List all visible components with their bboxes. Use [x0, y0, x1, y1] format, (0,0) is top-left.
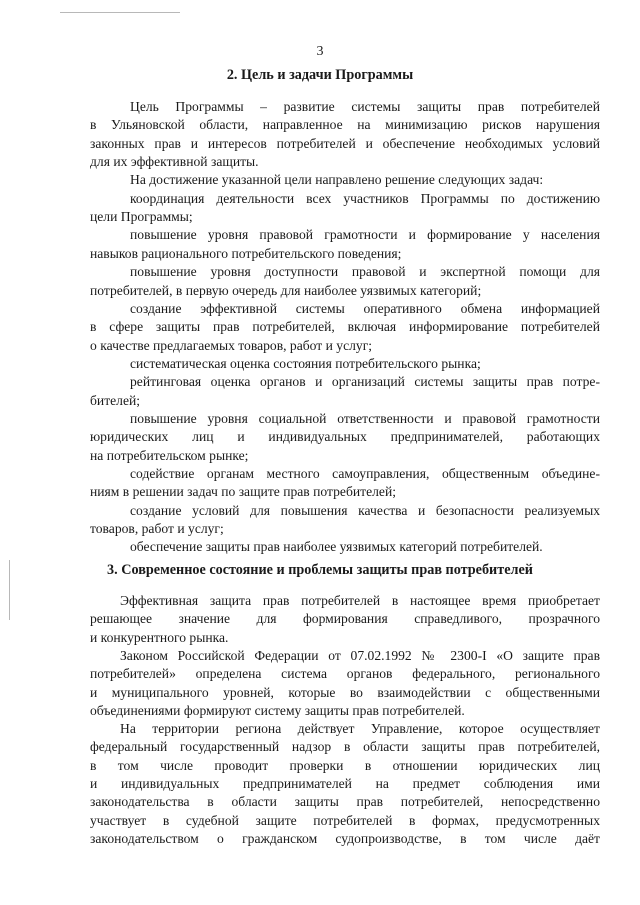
page-number: 3 — [316, 44, 324, 59]
section-2-heading: 2. Цель и задачи Программы — [226, 67, 414, 83]
text-line: повышение уровня правовой грамотности и формирование у населения — [130, 227, 600, 243]
text-line: и конкурентного рынка. — [90, 629, 229, 645]
text-line: и индивидуальных предпринимателей на предмет соблюдения ими — [90, 776, 600, 791]
text-line: участвует в судебной защите потребителей в формах, предусмотренных — [90, 812, 600, 828]
text-line: Эффективная защита прав потребителей в настоящее время приобретает — [120, 593, 600, 608]
text-line: рейтинговая оценка органов и организаций системы защиты прав потре- — [130, 374, 600, 390]
text-line: бителей; — [90, 392, 141, 408]
text-line: обеспечение защиты прав наиболее уязвимых категорий потребителей. — [130, 539, 543, 555]
text-line: систематическая оценка состояния потребительского рынка; — [130, 355, 481, 371]
text-line: о качестве предлагаемых товаров, работ и услуг; — [90, 337, 373, 353]
text-line: законодательства в области защиты прав потребителей, непосредственно — [90, 794, 600, 810]
scan-artifact — [60, 12, 180, 13]
text-line: для их эффективной защиты. — [90, 154, 259, 170]
section-3-heading: 3. Современное состояние и проблемы защиты прав потребителей — [107, 562, 533, 578]
text-line: создание условий для повышения качества и безопасности реализуемых — [130, 502, 600, 518]
text-line: На территории региона действует Управление, которое осуществляет — [120, 721, 600, 737]
text-line: навыков рационального потребительского поведения; — [90, 245, 402, 261]
text-line: в том числе проводит проверки в отношении юридических лиц — [90, 757, 600, 773]
text-line: Цель Программы – развитие системы защиты прав потребителей — [130, 99, 600, 114]
text-line: на потребительском рынке; — [90, 447, 249, 463]
text-line: потребителей, в первую очередь для наиболее уязвимых категорий; — [90, 282, 482, 298]
text-line: создание эффективной системы оперативного обмена информацией — [130, 300, 600, 316]
text-line: федеральный государственный надзор в области защиты прав потребителей, — [90, 739, 600, 755]
text-line: потребителей» определена система органов федерального, регионального — [90, 666, 600, 682]
text-line: решающее значение для формирования справедливого, прозрачного — [90, 611, 600, 627]
text-line: в Ульяновской области, направленное на минимизацию рисков нарушения — [90, 117, 600, 133]
text-line: в сфере защиты прав потребителей, включая информирование потребителей — [90, 319, 600, 335]
text-line: На достижение указанной цели направлено решение следующих задач: — [130, 172, 544, 188]
text-line: законодательством о гражданском судопроизводстве, в том числе даёт — [90, 830, 600, 846]
text-line: координация деятельности всех участников Программы по достижению — [130, 190, 600, 206]
text-line: законных прав и интересов потребителей и обеспечение необходимых условий — [90, 135, 600, 151]
text-line: Законом Российской Федерации от 07.02.1992 № 2300-I «О защите прав — [120, 647, 600, 663]
text-line: юридических лиц и индивидуальных предпринимателей, работающих — [90, 429, 600, 445]
text-line: объединениями формируют систему защиты прав потребителей. — [90, 702, 465, 718]
text-line: повышение уровня доступности правовой и экспертной помощи для — [130, 264, 600, 280]
text-line: ниям в решении задач по защите прав потребителей; — [90, 484, 396, 500]
text-line: повышение уровня социальной ответственности и правовой грамотности — [130, 410, 600, 426]
text-line: содействие органам местного самоуправления, общественным объедине- — [130, 466, 600, 481]
text-line: цели Программы; — [90, 209, 193, 225]
text-line: и муниципального уровней, которые во взаимодействии с общественными — [90, 684, 600, 700]
text-line: товаров, работ и услуг; — [90, 521, 224, 537]
